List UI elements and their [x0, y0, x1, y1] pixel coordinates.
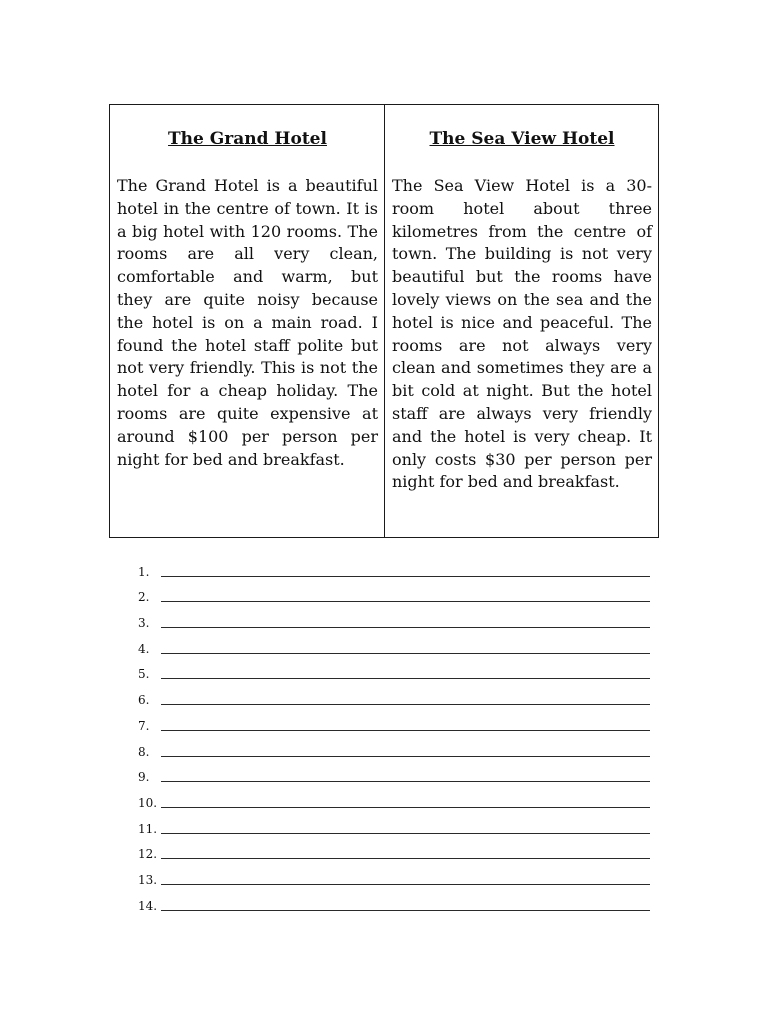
answer-line-number: 6.: [138, 693, 150, 708]
answer-line-number: 7.: [138, 718, 150, 733]
answer-line-number: 8.: [138, 744, 150, 759]
answer-line-blank[interactable]: [161, 767, 650, 782]
answer-line[interactable]: [138, 888, 650, 914]
answer-line-blank[interactable]: [161, 742, 650, 757]
answer-line-number: 2.: [138, 590, 150, 605]
answer-line-blank[interactable]: [161, 613, 650, 628]
grand-hotel-title: The Grand Hotel: [168, 129, 327, 149]
answer-line[interactable]: [138, 862, 650, 888]
answer-line-blank[interactable]: [161, 716, 650, 731]
answer-line-blank[interactable]: [161, 587, 650, 602]
sea-view-hotel-column: [385, 105, 658, 537]
answer-line-number: 9.: [138, 770, 150, 785]
answer-line-number: 14.: [138, 898, 158, 913]
answer-line-number: 4.: [138, 641, 150, 656]
grand-hotel-description: The Grand Hotel is a beautiful hotel in the centre of town. It is a big hotel with 120 rooms. The rooms are all very clean, comfortable and warm, but they are quite noisy because the hotel is on a main road. I found the hotel staff polite but not very friendly. This is not the hotel for a cheap holiday. The rooms are quite expensive at around $100 per person per night for bed and breakfast.: [117, 176, 378, 469]
answer-line-number: 11.: [138, 821, 158, 836]
answer-line[interactable]: [138, 708, 650, 734]
answer-line[interactable]: [138, 657, 650, 683]
answer-line-number: 12.: [138, 847, 158, 862]
answer-line[interactable]: [138, 631, 650, 657]
answer-line[interactable]: [138, 837, 650, 863]
answer-line-number: 10.: [138, 795, 158, 810]
answer-line-blank[interactable]: [161, 562, 650, 577]
answer-line[interactable]: [138, 811, 650, 837]
sea-view-hotel-description: The Sea View Hotel is a 30-room hotel about three kilometres from the centre of town. The building is not very beautiful but the rooms have lovely views on the sea and the hotel is nice and peaceful. The rooms are not always very clean and sometimes they are a bit cold at night. But the hotel staff are always very friendly and the hotel is very cheap. It only costs $30 per person per night for bed and breakfast.: [392, 176, 652, 492]
answer-line-number: 5.: [138, 667, 150, 682]
answer-line-blank[interactable]: [161, 819, 650, 834]
answer-line-blank[interactable]: [161, 664, 650, 679]
answer-line-blank[interactable]: [161, 639, 650, 654]
sea-view-hotel-title: The Sea View Hotel: [429, 129, 615, 149]
answer-lines-list: [138, 554, 650, 914]
answer-line-blank[interactable]: [161, 793, 650, 808]
answer-line[interactable]: [138, 734, 650, 760]
answer-line-number: 13.: [138, 872, 158, 887]
answer-line[interactable]: [138, 760, 650, 786]
answer-line-blank[interactable]: [161, 844, 650, 859]
answer-line[interactable]: [138, 580, 650, 606]
answer-line-blank[interactable]: [161, 690, 650, 705]
hotel-comparison-table: [109, 104, 659, 538]
answer-line-number: 3.: [138, 616, 150, 631]
answer-line-number: 1.: [138, 564, 150, 579]
answer-line-blank[interactable]: [161, 870, 650, 885]
answer-line[interactable]: [138, 785, 650, 811]
answer-line[interactable]: [138, 682, 650, 708]
grand-hotel-column: [110, 105, 385, 537]
answer-line[interactable]: [138, 605, 650, 631]
answer-line[interactable]: [138, 554, 650, 580]
answer-line-blank[interactable]: [161, 896, 650, 911]
